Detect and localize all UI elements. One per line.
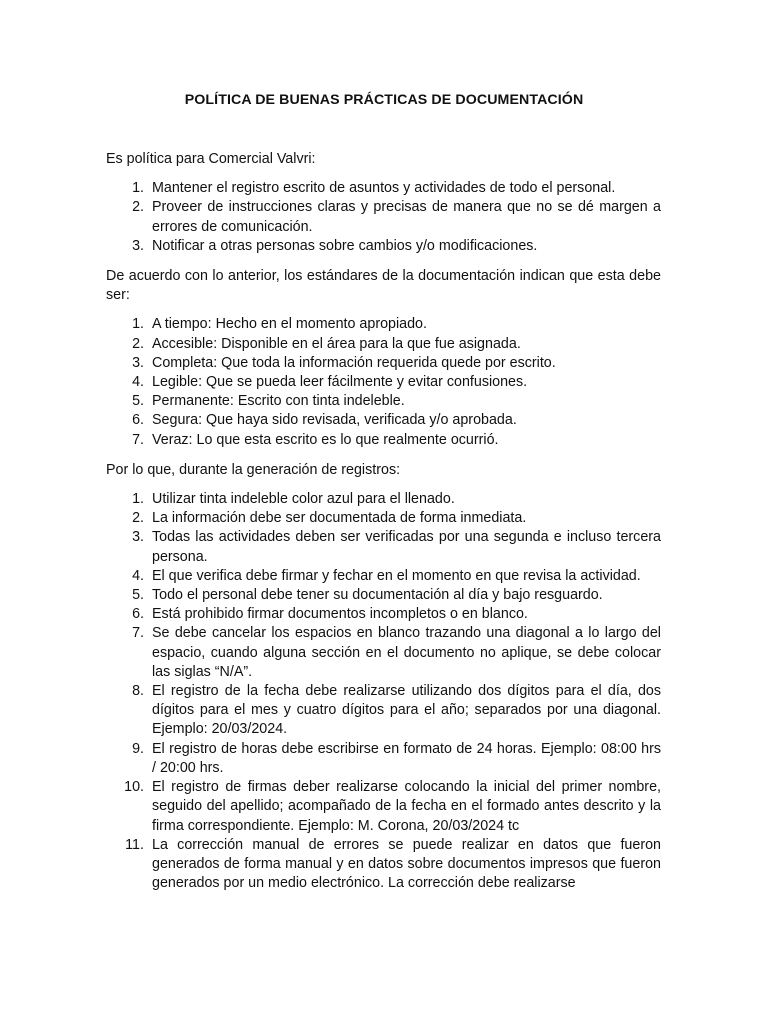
list-item-text: Segura: Que haya sido revisada, verificada y/o aprobada. (152, 412, 517, 429)
standards-paragraph: De acuerdo con lo anterior, los estándares de la documentación indican que esta debe ser: (106, 268, 661, 304)
list-number: 5. (132, 587, 144, 604)
list-item (106, 354, 661, 373)
list-item (106, 740, 661, 778)
list-item (106, 411, 661, 430)
list-item-text: Todo el personal debe tener su documentación al día y bajo resguardo. (152, 587, 603, 604)
list-number: 2. (132, 335, 144, 352)
document-title: POLÍTICA DE BUENAS PRÁCTICAS DE DOCUMENTACIÓN (184, 92, 584, 108)
list-item (106, 431, 661, 450)
list-item-text: Todas las actividades deben ser verificadas por una segunda e incluso tercera persona. (152, 529, 661, 565)
list-item-text: Legible: Que se pueda leer fácilmente y evitar confusiones. (152, 374, 528, 391)
list-item-text: A tiempo: Hecho en el momento apropiado. (152, 316, 427, 333)
list-item (106, 490, 661, 509)
list-number: 6. (132, 412, 144, 429)
list-item-text: Accesible: Disponible en el área para la que fue asignada. (152, 335, 521, 352)
list-item-text: El registro de horas debe escribirse en formato de 24 horas. Ejemplo: 08:00 hrs / 20:00 hrs. (152, 740, 661, 776)
list-item (106, 509, 661, 528)
list-item (106, 605, 661, 624)
list-number: 10. (124, 779, 144, 796)
list-item (106, 335, 661, 354)
list-item-text: El que verifica debe firmar y fechar en el momento en que revisa la actividad. (152, 567, 641, 584)
list-number: 2. (132, 199, 144, 216)
list-item (106, 237, 661, 256)
standards-list (106, 315, 661, 449)
list-item-text: Se debe cancelar los espacios en blanco trazando una diagonal a lo largo del espacio, cuando alguna sección en el documento no aplique, se debe colocar las siglas “N/A”. (152, 625, 661, 680)
intro-paragraph: Es política para Comercial Valvri: (106, 151, 316, 167)
list-item (106, 682, 661, 740)
list-item-text: Proveer de instrucciones claras y precisas de manera que no se dé margen a errores de comunicación. (152, 199, 661, 235)
list-item (106, 528, 661, 566)
document-body (106, 150, 661, 904)
list-item-text: La información debe ser documentada de forma inmediata. (152, 510, 527, 527)
list-number: 3. (132, 237, 144, 254)
list-item-text: Completa: Que toda la información requerida quede por escrito. (152, 354, 556, 371)
list-number: 7. (132, 431, 144, 448)
list-item (106, 392, 661, 411)
list-number: 1. (132, 491, 144, 508)
list-item (106, 567, 661, 586)
policy-list (106, 179, 661, 256)
list-number: 11. (125, 836, 144, 853)
list-number: 3. (132, 354, 144, 371)
list-item-text: Está prohibido firmar documentos incompletos o en blanco. (152, 606, 528, 623)
list-item-text: El registro de la fecha debe realizarse utilizando dos dígitos para el día, dos dígitos para el mes y cuatro dígitos para el año; separados por una diagonal. Ejemplo: 20/03/2024. (152, 683, 661, 738)
list-number: 5. (132, 393, 144, 410)
list-item (106, 586, 661, 605)
list-number: 6. (132, 606, 144, 623)
list-number: 9. (132, 740, 144, 757)
list-item (106, 624, 661, 682)
list-number: 3. (132, 529, 144, 546)
records-paragraph: Por lo que, durante la generación de registros: (106, 461, 401, 478)
list-item (106, 179, 661, 198)
list-item-text: Utilizar tinta indeleble color azul para el llenado. (152, 491, 455, 508)
list-item-text: Mantener el registro escrito de asuntos y actividades de todo el personal. (152, 180, 616, 197)
list-item-text: Notificar a otras personas sobre cambios y/o modificaciones. (152, 237, 538, 254)
list-number: 4. (132, 374, 144, 391)
list-item (106, 836, 661, 894)
list-number: 1. (132, 316, 144, 333)
list-item (106, 778, 661, 836)
list-number: 7. (132, 625, 144, 642)
list-number: 1. (132, 180, 144, 197)
list-number: 2. (132, 510, 144, 527)
list-item-text: El registro de firmas deber realizarse colocando la inicial del primer nombre, seguido del apellido; acompañado de la fecha en el formado antes descrito y la firma correspondiente. Ejemplo: M. Corona, 20/03/2024 tc (152, 779, 661, 834)
list-item-text: La corrección manual de errores se puede realizar en datos que fueron generados de forma manual y en datos sobre documentos impresos que fueron generados por un medio electrónico. La corrección debe realizarse (152, 836, 661, 892)
list-number: 4. (132, 567, 144, 584)
list-item-text: Veraz: Lo que esta escrito es lo que realmente ocurrió. (152, 431, 499, 448)
list-item (106, 315, 661, 334)
list-item-text: Permanente: Escrito con tinta indeleble. (152, 393, 405, 410)
list-number: 8. (132, 683, 144, 700)
records-list (106, 490, 661, 893)
list-item (106, 198, 661, 236)
list-item (106, 373, 661, 392)
